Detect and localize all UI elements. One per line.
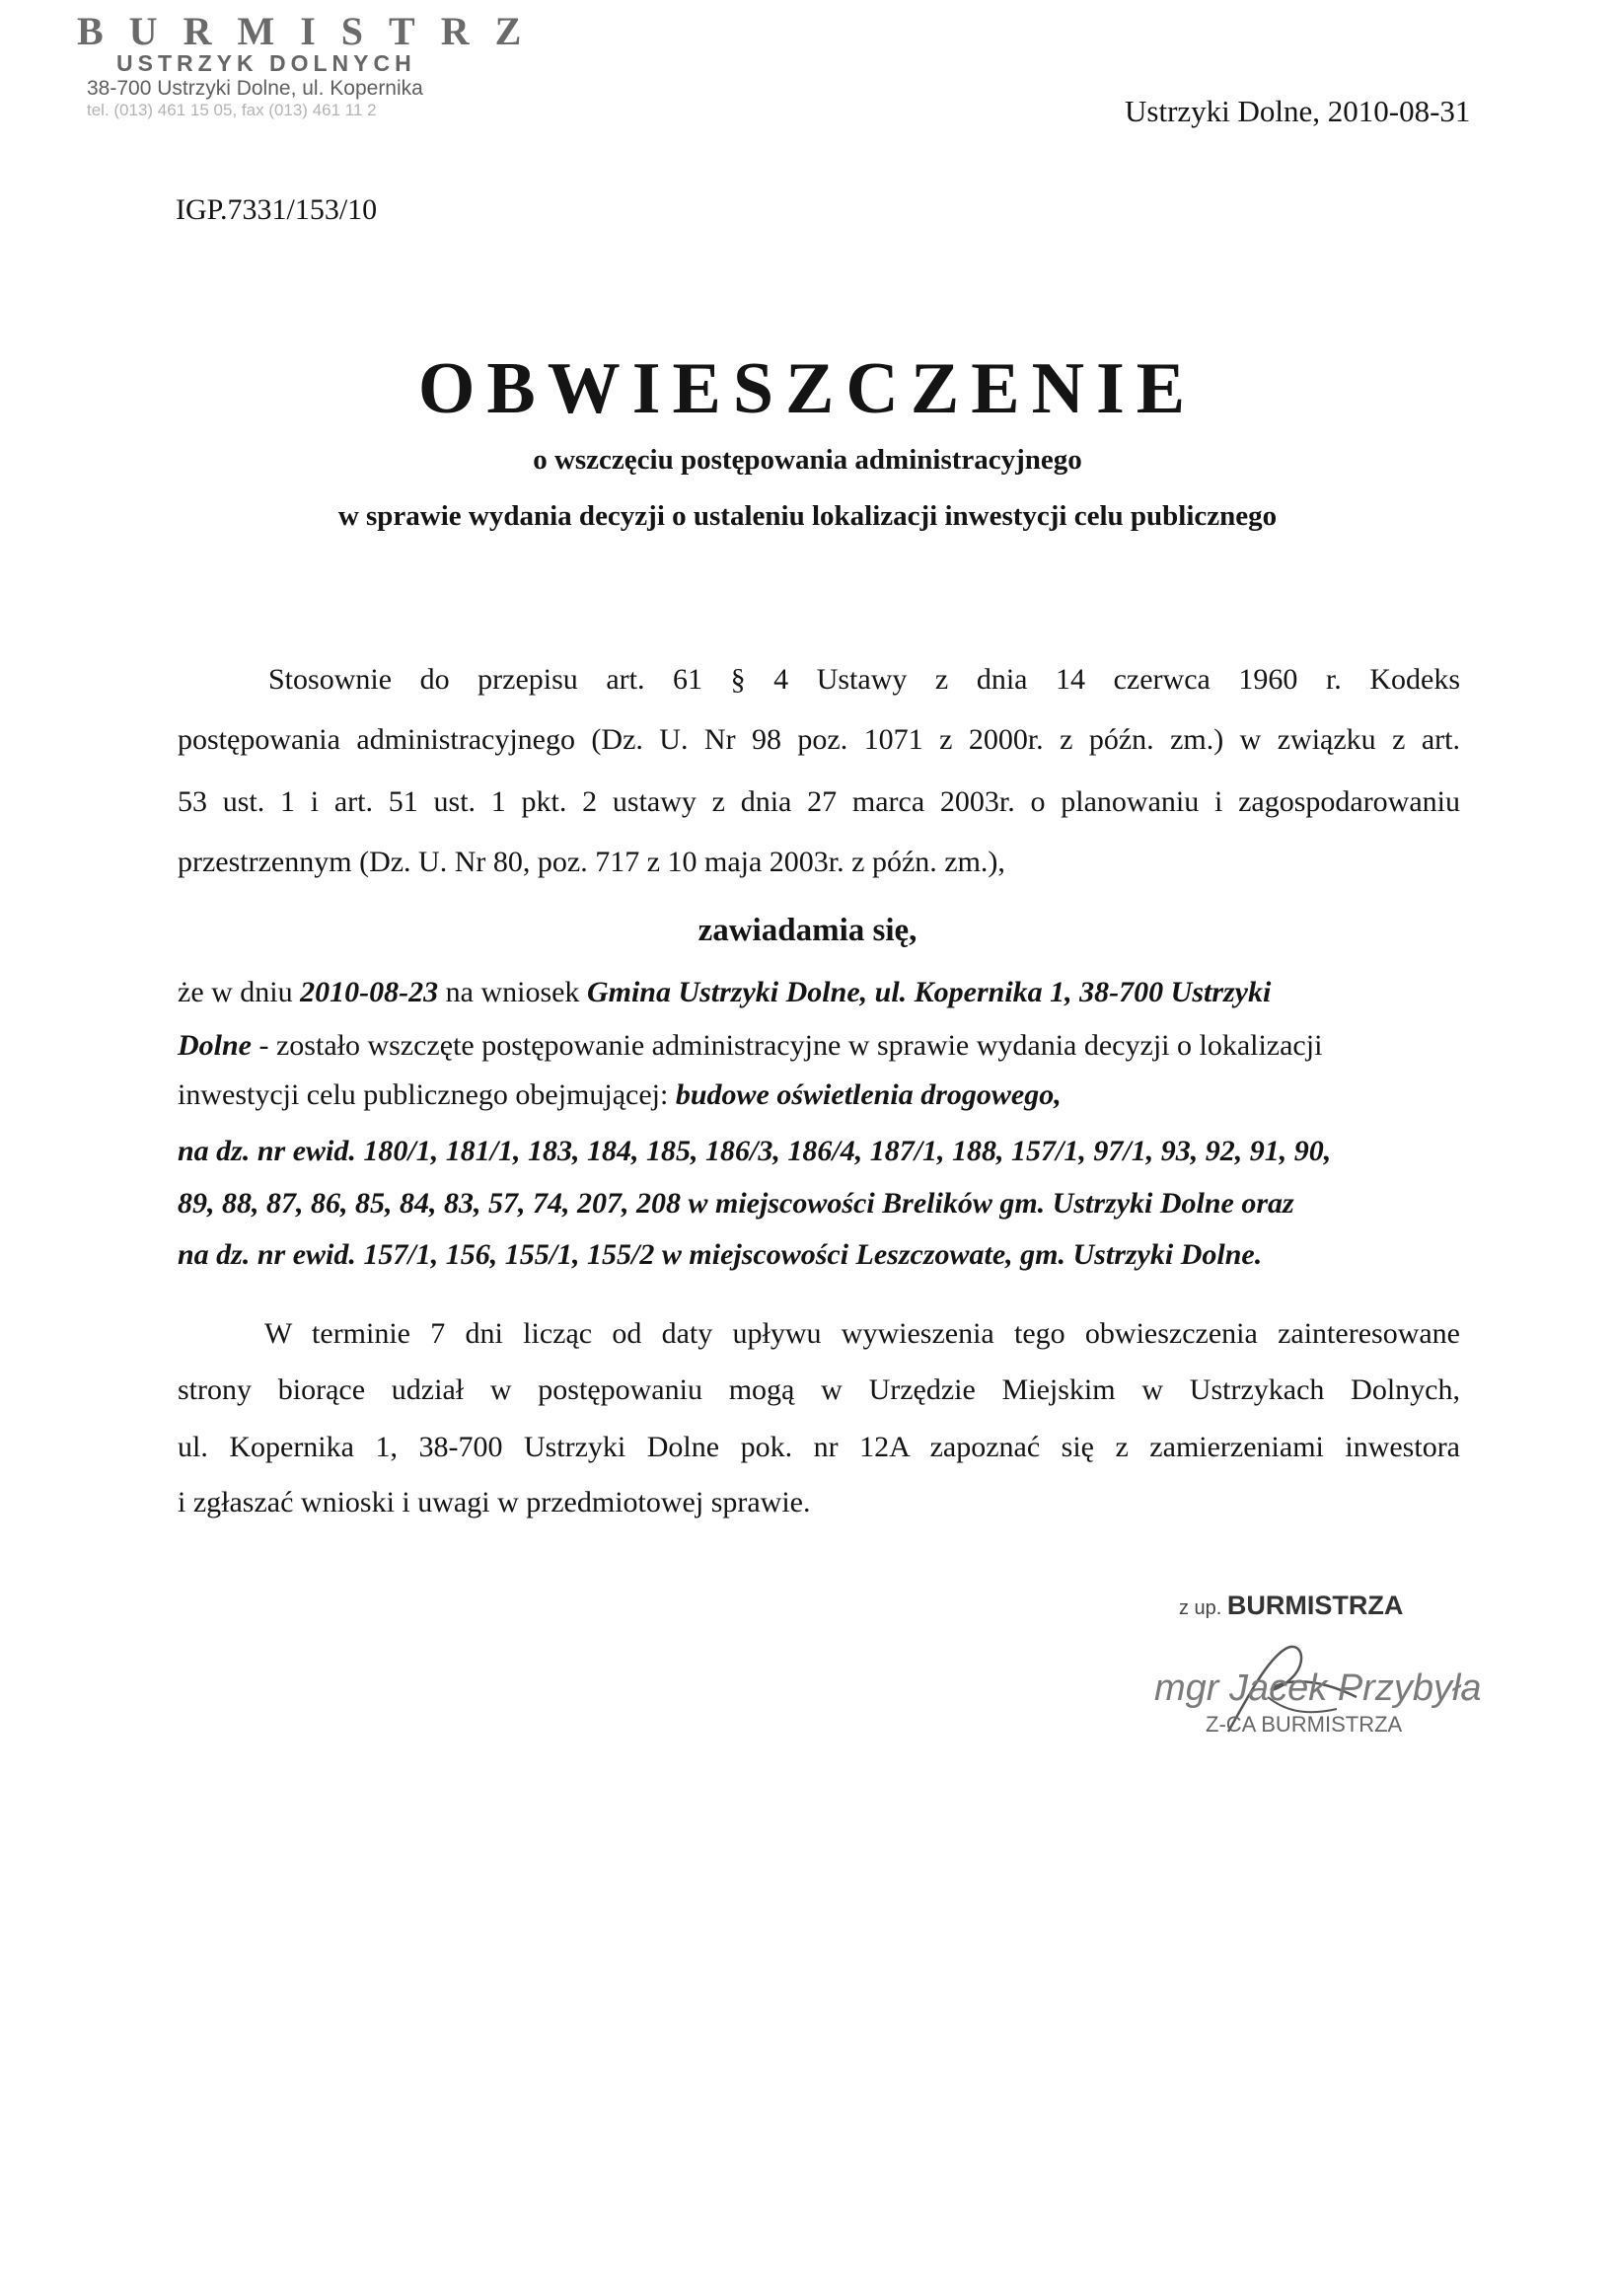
signature-on-behalf xyxy=(1179,1591,1403,1621)
consultation-line-2: strony biorące udział w postępowaniu mogą w Urzędzie Miejskim w Ustrzykach Dolnych, xyxy=(178,1373,1460,1406)
parcels-line-1: na dz. nr ewid. 180/1, 181/1, 183, 184, 185, 186/3, 186/4, 187/1, 188, 157/1, 97/1, 93, 92, 91, 90, xyxy=(178,1135,1332,1167)
investment-subject: budowe oświetlenia drogowego, xyxy=(675,1078,1062,1111)
proceedings-text: - zostało wszczęte postępowanie administracyjne w sprawie wydania decyzji o lokalizacji xyxy=(252,1029,1323,1062)
notification-heading: zawiadamia się, xyxy=(697,913,918,948)
consultation-line-4: i zgłaszać wnioski i uwagi w przedmiotowej sprawie. xyxy=(178,1486,811,1518)
parcels-line-3: na dz. nr ewid. 157/1, 156, 155/1, 155/2 w miejscowości Leszczowate, gm. Ustrzyki Dolne. xyxy=(178,1238,1263,1271)
initiation-date: 2010-08-23 xyxy=(300,976,439,1008)
subtitle-line-2: w sprawie wydania decyzji o ustaleniu lokalizacji inwestycji celu publicznego xyxy=(337,500,1278,532)
on-behalf-title: BURMISTRZA xyxy=(1226,1591,1404,1620)
proceedings-line-3 xyxy=(178,1078,1062,1112)
stamp-title: BURMISTRZ xyxy=(77,9,548,53)
proceedings-line-2 xyxy=(178,1029,1322,1063)
consultation-line-1: W terminie 7 dni licząc od daty upływu wywieszenia tego obwieszczenia zainteresowane xyxy=(264,1317,1460,1350)
proceedings-line-1 xyxy=(178,976,1271,1009)
document-title: OBWIESZCZENIE xyxy=(417,348,1198,429)
proceedings-text: na wniosek xyxy=(438,976,587,1008)
office-stamp xyxy=(77,8,548,120)
on-behalf-prefix: z up. xyxy=(1179,1597,1222,1619)
legal-basis-line-1: Stosownie do przepisu art. 61 § 4 Ustawy z dnia 14 czerwca 1960 r. Kodeks xyxy=(268,663,1460,696)
stamp-phone: tel. (013) 461 15 05, fax (013) 461 11 2 xyxy=(87,101,377,119)
legal-basis-line-3: 53 ust. 1 i art. 51 ust. 1 pkt. 2 ustawy z dnia 27 marca 2003r. o planowaniu i zagospodarowaniu xyxy=(178,785,1460,818)
legal-basis-line-2: postępowania administracyjnego (Dz. U. Nr 98 poz. 1071 z 2000r. z późn. zm.) w związku z art. xyxy=(178,723,1460,756)
applicant: Dolne xyxy=(178,1029,252,1062)
legal-basis-line-4: przestrzennym (Dz. U. Nr 80, poz. 717 z 10 maja 2003r. z późn. zm.), xyxy=(178,846,1005,878)
applicant: Gmina Ustrzyki Dolne, ul. Kopernika 1, 38-700 Ustrzyki xyxy=(586,976,1272,1008)
place-and-date: Ustrzyki Dolne, 2010-08-31 xyxy=(1125,94,1471,128)
parcels-line-2: 89, 88, 87, 86, 85, 84, 83, 57, 74, 207, 208 w miejscowości Brelików gm. Ustrzyki Dolne oraz xyxy=(178,1187,1294,1220)
signatory-name: mgr Jacek Przybyła xyxy=(1154,1667,1482,1709)
proceedings-text: inwestycji celu publicznego obejmującej: xyxy=(178,1078,676,1111)
subtitle-line-1: o wszczęciu postępowania administracyjnego xyxy=(533,444,1082,476)
stamp-address: 38-700 Ustrzyki Dolne, ul. Kopernika xyxy=(87,77,423,100)
signatory-role: Z-CA BURMISTRZA xyxy=(1206,1712,1403,1737)
stamp-office: USTRZYK DOLNYCH xyxy=(116,50,416,76)
proceedings-text: że w dniu xyxy=(178,976,301,1008)
consultation-line-3: ul. Kopernika 1, 38-700 Ustrzyki Dolne pok. nr 12A zapoznać się z zamierzeniami inwestora xyxy=(178,1431,1460,1463)
reference-number: IGP.7331/153/10 xyxy=(176,193,378,226)
